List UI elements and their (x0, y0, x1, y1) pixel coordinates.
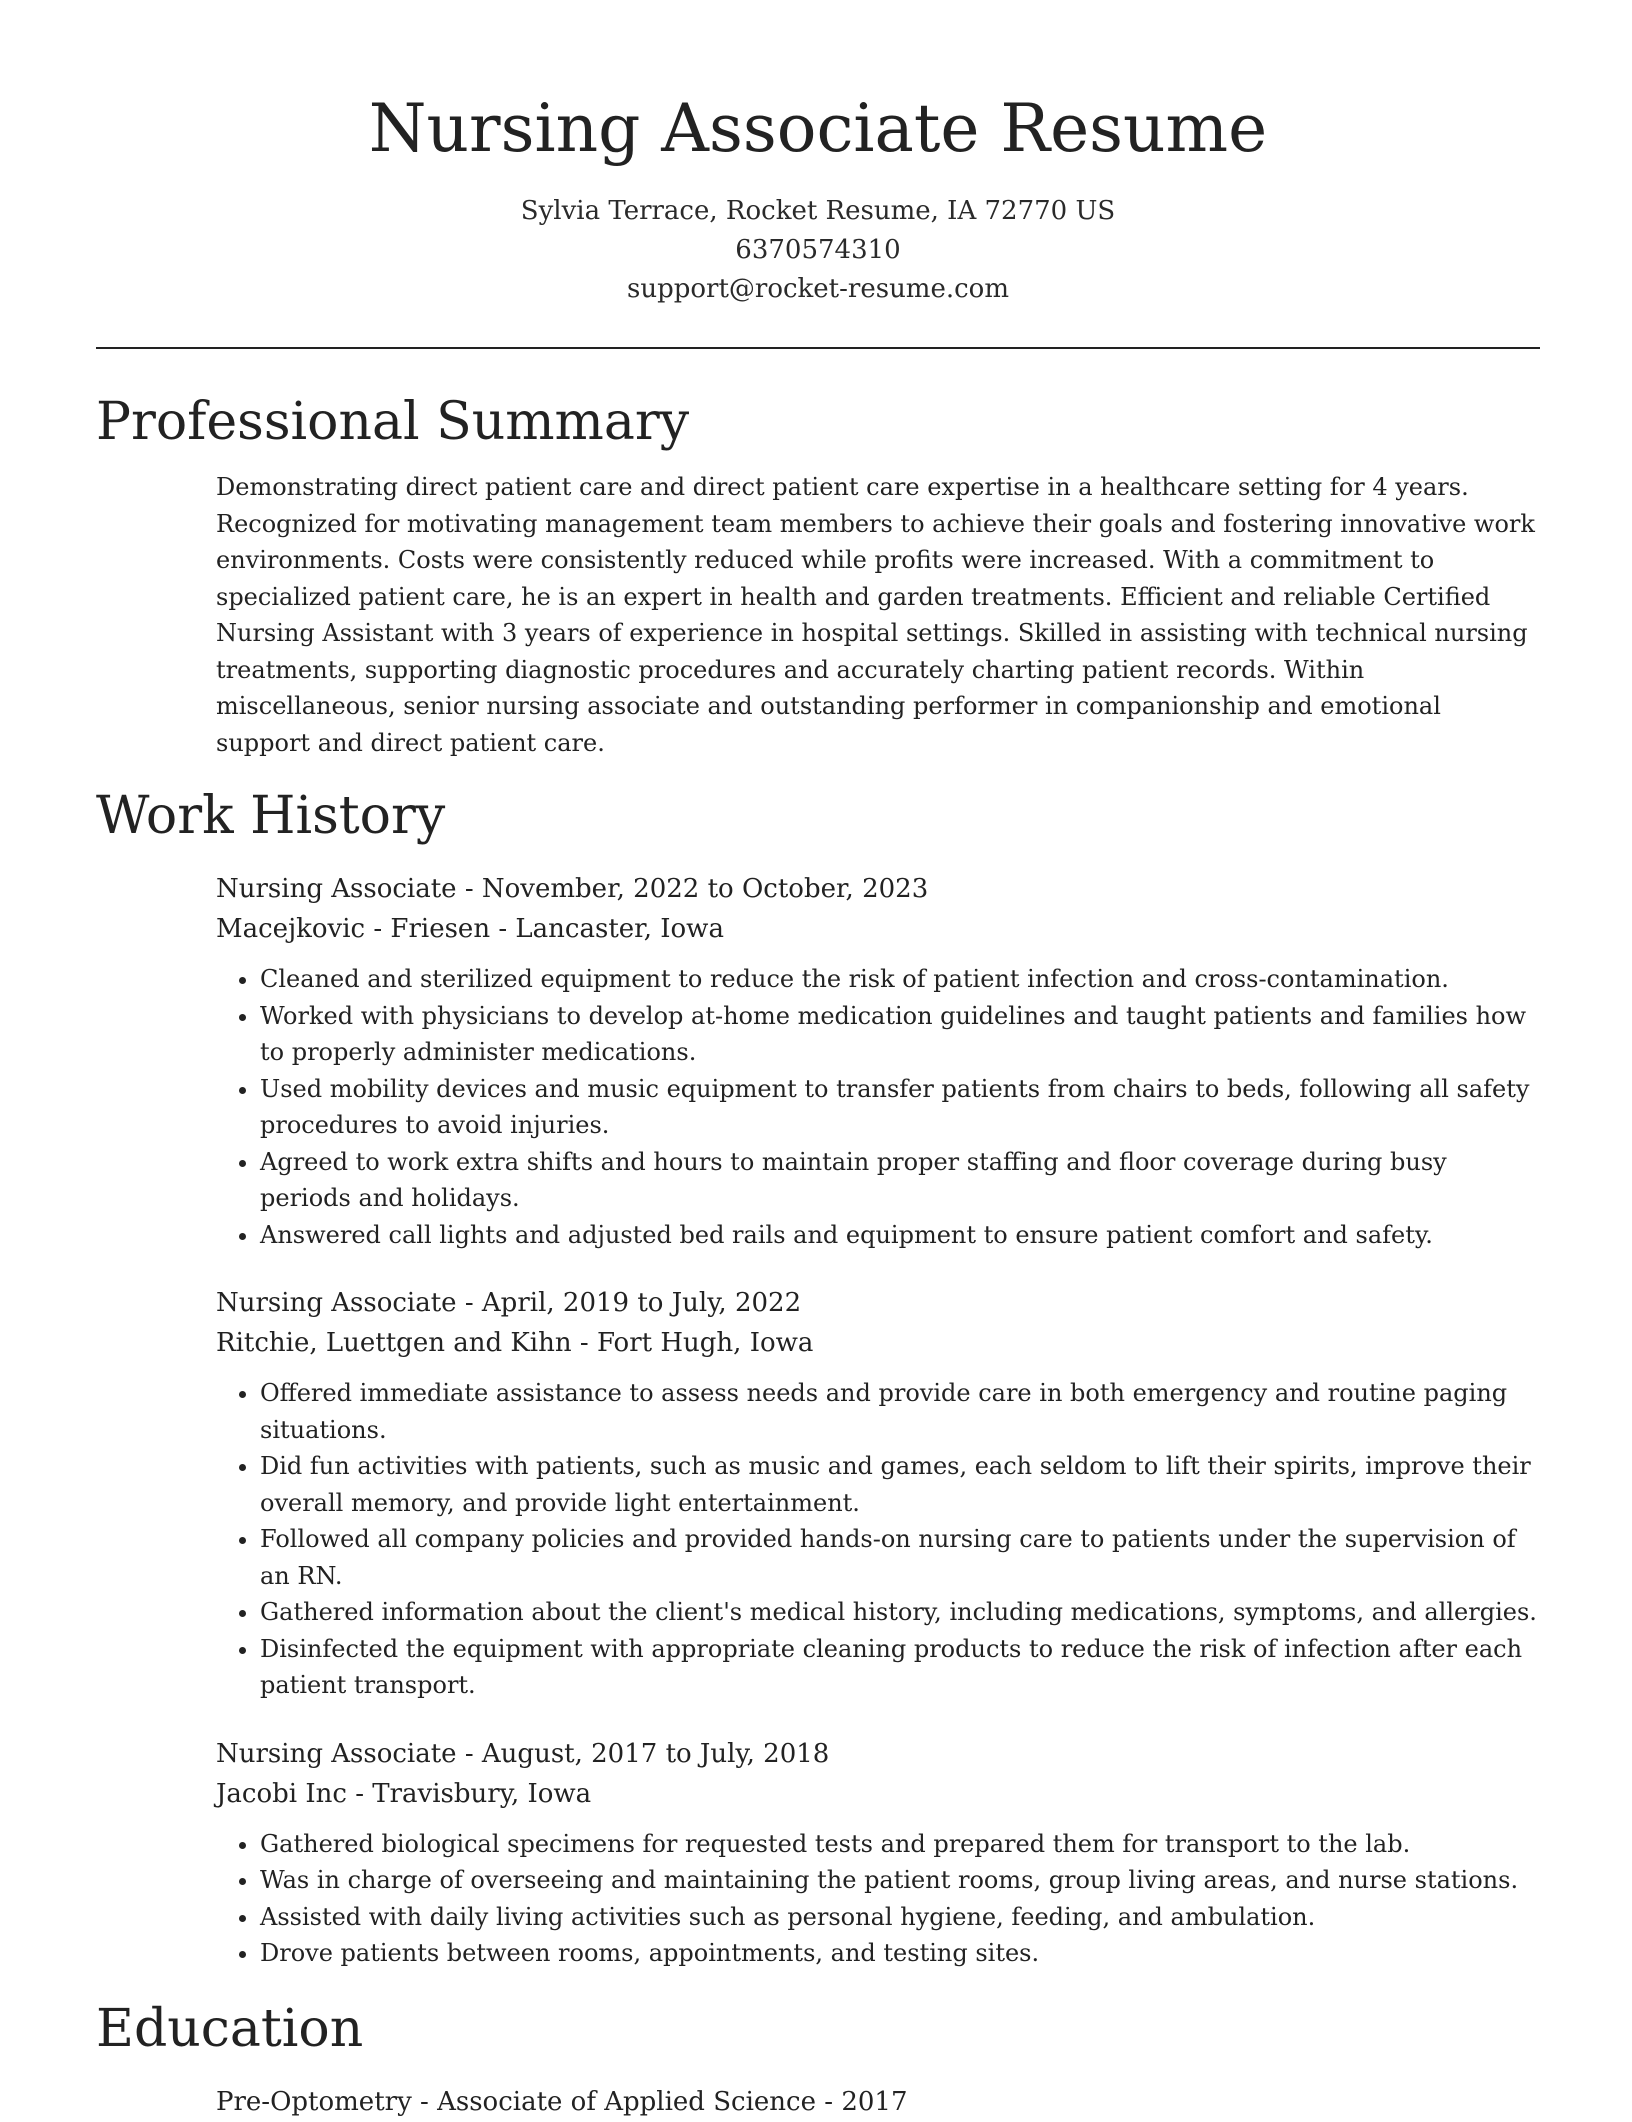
job-company-name: Macejkovic - Friesen (216, 914, 491, 944)
bullet-item: • Followed all company policies and provided hands-on nursing care to patients under the supervision of an RN. (260, 1521, 1540, 1594)
bullet-item: • Used mobility devices and music equipment to transfer patients from chairs to beds, following all safety procedures to avoid injuries. (260, 1071, 1540, 1144)
jobs-list (216, 869, 1540, 1972)
work-history-heading: Work History (96, 786, 446, 846)
education-section (96, 1994, 1540, 2122)
job-title: Nursing Associate (216, 1288, 457, 1318)
job-bullets (216, 1375, 1540, 1704)
job-title: Nursing Associate (216, 1738, 457, 1769)
job-dates: August, 2017 to July, 2018 (481, 1738, 830, 1769)
job-location: Fort Hugh, Iowa (596, 1328, 814, 1358)
contact-email: support@rocket-resume.com (626, 274, 1009, 304)
job-bullets (216, 961, 1540, 1253)
job-company-line (216, 1774, 1540, 1814)
separator: - (571, 1328, 597, 1358)
contact-address: Sylvia Terrace, Rocket Resume, IA 72770 US (520, 196, 1116, 226)
education-degree: Associate of Applied Science (437, 2086, 816, 2117)
summary-text: Demonstrating direct patient care and direct patient care expertise in a healthcare setting for 4 years. Recognized for motivating management team members to achieve their goals and fostering innovative work environments. Costs were consistently reduced while profits were increased. With a commitment to specialized patient care, he is an expert in health and garden treatments. Efficient and reliable Certified Nursing Assistant with 3 years of experience in hospital settings. Skilled in assisting with technical nursing treatments, supporting diagnostic procedures and accurately charting patient records. Within miscellaneous, senior nursing associate and outstanding performer in companionship and emotional support and direct patient care. (216, 473, 1535, 757)
job-location: Travisbury, Iowa (372, 1778, 592, 1809)
summary-heading: Professional Summary (96, 392, 690, 452)
separator: - (490, 914, 516, 944)
job-location: Lancaster, Iowa (515, 914, 724, 944)
bullet-item: • Assisted with daily living activities such as personal hygiene, feeding, and ambulation. (260, 1899, 1540, 1936)
education-list (216, 2082, 1540, 2122)
education-heading: Education (96, 1998, 364, 2059)
job-company-name: Jacobi Inc (216, 1778, 347, 1809)
bullet-item: • Was in charge of overseeing and maintaining the patient rooms, group living areas, and nurse stations. (260, 1862, 1540, 1899)
contact-phone: 6370574310 (735, 235, 901, 265)
education-entry (216, 2082, 1540, 2122)
header-divider (96, 347, 1540, 349)
resume-page (96, 0, 1540, 2122)
bullet-item: • Cleaned and sterilized equipment to reduce the risk of patient infection and cross-contamination. (260, 961, 1540, 998)
bullet-item: • Worked with physicians to develop at-home medication guidelines and taught patients and families how to properly administer medications. (260, 998, 1540, 1071)
bullet-item: • Gathered information about the client's medical history, including medications, symptoms, and allergies. (260, 1594, 1540, 1631)
education-year: 2017 (841, 2086, 908, 2117)
contact-block (96, 192, 1540, 309)
job-entry (216, 869, 1540, 1253)
job-company-line (216, 909, 1540, 949)
bullet-item: • Drove patients between rooms, appointments, and testing sites. (260, 1935, 1540, 1972)
bullet-item: • Did fun activities with patients, such as music and games, each seldom to lift their spirits, improve their overall memory, and provide light entertainment. (260, 1448, 1540, 1521)
job-title-line (216, 869, 1540, 909)
separator: - (456, 874, 482, 904)
work-history-section (96, 781, 1540, 1972)
resume-title: Nursing Associate Resume (368, 90, 1268, 167)
separator: - (411, 2086, 438, 2117)
bullet-item: • Gathered biological specimens for requested tests and prepared them for transport to the lab. (260, 1826, 1540, 1863)
job-title-line (216, 1734, 1540, 1774)
job-dates: November, 2022 to October, 2023 (481, 874, 929, 904)
bullet-item: • Agreed to work extra shifts and hours to maintain proper staffing and floor coverage during busy periods and holidays. (260, 1144, 1540, 1217)
bullet-item: • Disinfected the equipment with appropriate cleaning products to reduce the risk of infection after each patient transport. (260, 1631, 1540, 1704)
job-company-line (216, 1323, 1540, 1363)
summary-section (96, 387, 1540, 761)
job-title: Nursing Associate (216, 874, 457, 904)
job-dates: April, 2019 to July, 2022 (481, 1288, 802, 1318)
bullet-item: • Offered immediate assistance to assess needs and provide care in both emergency and routine paging situations. (260, 1375, 1540, 1448)
resume-header (96, 0, 1540, 309)
job-entry (216, 1283, 1540, 1704)
separator: - (456, 1288, 482, 1318)
job-title-line (216, 1283, 1540, 1323)
education-field: Pre-Optometry (216, 2086, 412, 2117)
separator: - (816, 2086, 842, 2117)
separator: - (456, 1738, 482, 1769)
job-bullets (216, 1826, 1540, 1972)
separator: - (346, 1778, 373, 1809)
bullet-item: • Answered call lights and adjusted bed rails and equipment to ensure patient comfort and safety. (260, 1217, 1540, 1254)
job-entry (216, 1734, 1540, 1972)
job-company-name: Ritchie, Luettgen and Kihn (216, 1328, 572, 1358)
